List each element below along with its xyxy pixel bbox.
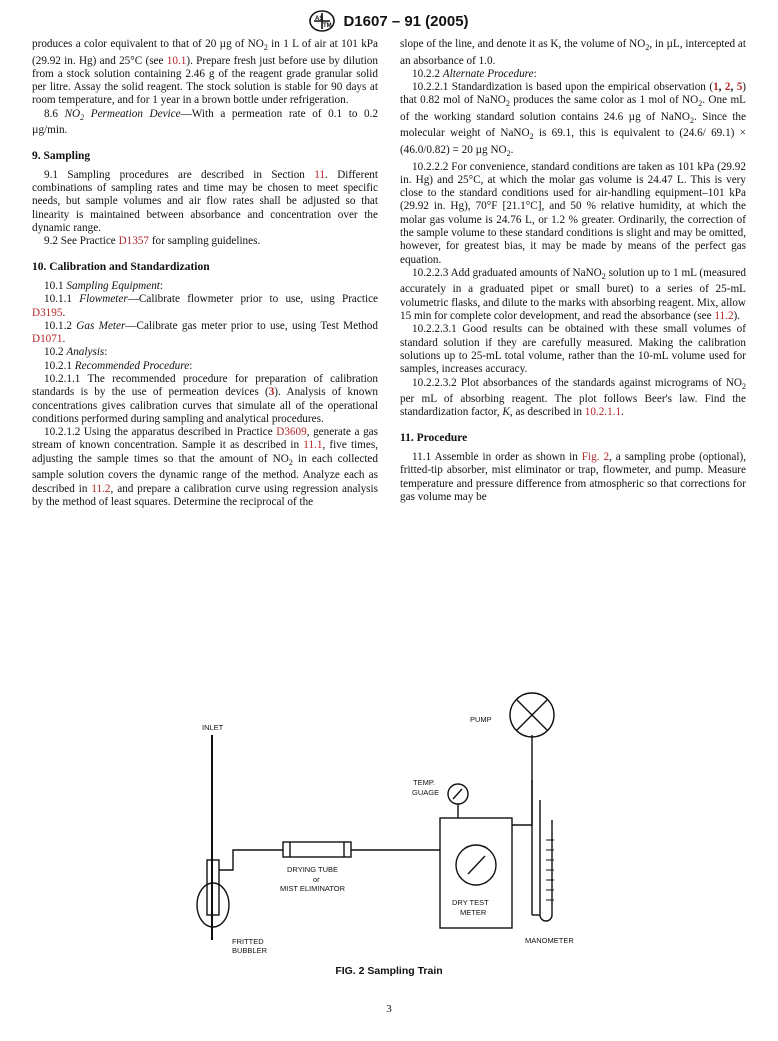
- paragraph: 10.2.1 Recommended Procedure:: [44, 359, 193, 372]
- section-heading: 11. Procedure: [400, 431, 468, 444]
- paragraph: 10.1.1 Flowmeter—Calibrate flowmeter prior to use, using Practice D3195.: [32, 293, 379, 319]
- sampling-train-figure: [180, 690, 600, 980]
- link[interactable]: D1357: [118, 235, 150, 248]
- page-number: 3: [386, 1003, 392, 1015]
- label-dry-test: DRY TEST: [452, 898, 489, 907]
- link[interactable]: 10.2.1.1: [584, 406, 622, 419]
- reference-link[interactable]: 1: [713, 81, 719, 94]
- paragraph: 10.1 Sampling Equipment:: [44, 279, 164, 292]
- left-column: [32, 38, 378, 509]
- svg-text:TM: TM: [323, 23, 333, 29]
- paragraph: 10.2.2.1 Standardization is based upon the empirical observation (1, 2, 5) that 0.82 mol of NaNO$_2$ produces the same color as 1 mol of $NO_2$. One mL of the working standard solution contains 24.6 µg of NaNO$_2$. Since the molecular weight of NaNO$_2$ is 69.1, this is equivalent to (24.6/ 69.1) × (46.0/0.82) = 20 µg $NO_2$.: [400, 81, 747, 159]
- label-temp: TEMP.: [413, 778, 435, 787]
- paragraph: slope of the line, and denote it as K, the volume of $NO_2$, in µL, intercepted at an absorbance of 1.0.: [400, 38, 747, 67]
- astm-logo-icon: [309, 10, 335, 32]
- paragraph: 8.6 $NO_2$ Permeation Device—With a permeation rate of 0.1 to 0.2 µg/min.: [32, 107, 379, 137]
- link[interactable]: D3195: [32, 306, 63, 319]
- reference-link[interactable]: 2: [724, 81, 731, 94]
- reference-link[interactable]: 3: [268, 386, 275, 399]
- link[interactable]: 11.2: [91, 482, 111, 495]
- paragraph: 10.2.2.3 Add graduated amounts of NaNO$_2$ solution up to 1 mL (measured accurately in a graduated pipet or small buret) to a series of 25-mL volumetric flasks, and dilute to the marks with absorbing reagent. Mix, allow 15 min for complete color development, and read the absorbance (see 11.2).: [400, 266, 746, 323]
- paragraph: 10.2.2.3.1 Good results can be obtained with these small volumes of standard solution if they are carefully measured. Making the calibration solutions up to 25-mL total volume, rather than the 10-mL volume used for samples, increases accuracy.: [400, 323, 746, 376]
- link[interactable]: 11.2: [714, 310, 734, 323]
- label-drying-tube: DRYING TUBE: [287, 865, 338, 874]
- paragraph: 9.2 See Practice D1357 for sampling guidelines.: [44, 235, 261, 248]
- paragraph: 10.2.1.2 Using the apparatus described in Practice D3609, generate a gas stream of known concentration. Sample it as described in 11.1, five times, adjusting the sample times so that the amount of $NO_2$ in each collected sample solution covers the dynamic range of the method. Analyze each as described in 11.2, and prepare a calibration curve using regression analysis by the method of least squares. Determine the reciprocal of the: [32, 426, 379, 508]
- paragraph: 9.1 Sampling procedures are described in Section 11. Different combinations of sampling rates and time may be chosen to meet specific needs, but sample volumes and air flow rates shall be adjusted so that linearity is maintained between absorbance and concentration over the dynamic range.: [32, 168, 378, 235]
- label-bubbler: BUBBLER: [232, 946, 268, 955]
- paragraph: 10.2.2.2 For convenience, standard conditions are taken as 101 kPa (29.92 in. Hg) and 25°C, at which the molar gas volume is 24.47 L. This is very close to the standard conditions used for air-handling equipment–101 kPa (29.92 in. Hg), 70°F [21.1°C], and 50 % relative humidity, at which the molar gas volume is 24.76 L, or 1.2 % greater. Ordinarily, the correction of the sample volume to these standard conditions is slight and may be omitted, however, for greatest bias, it may be made by means of the perfect gas equation.: [400, 160, 746, 266]
- link[interactable]: Fig. 2: [581, 450, 610, 463]
- link[interactable]: 10.1: [166, 54, 187, 67]
- reference-link[interactable]: 5: [736, 81, 743, 94]
- label-or: or: [313, 875, 320, 884]
- link[interactable]: D1071: [32, 333, 63, 346]
- section-heading: 10. Calibration and Standardization: [32, 260, 210, 273]
- label-pump: PUMP: [470, 715, 492, 724]
- paragraph: 10.1.2 Gas Meter—Calibrate gas meter prior to use, using Test Method D1071.: [32, 319, 378, 346]
- label-meter: METER: [460, 908, 487, 917]
- document-designation: D1607 – 91 (2005): [343, 12, 469, 30]
- link[interactable]: 11.1: [303, 439, 323, 452]
- figure-caption: FIG. 2 Sampling Train: [335, 965, 443, 977]
- label-mist-eliminator: MIST ELIMINATOR: [280, 884, 346, 893]
- svg-text:AS: AS: [315, 16, 324, 22]
- label-inlet: INLET: [202, 723, 224, 732]
- right-column: [400, 38, 746, 504]
- paragraph: 11.1 Assemble in order as shown in Fig. 2, a sampling probe (optional), fritted-tip absorber, mist eliminator or trap, flowmeter, and pump. Measure temperature and pressure difference from atmospheric so that corrections for gas volume may be: [400, 450, 746, 503]
- label-fritted: FRITTED: [232, 937, 264, 946]
- paragraph: 10.2 Analysis:: [44, 346, 108, 359]
- link[interactable]: 11: [314, 168, 326, 181]
- paragraph: produces a color equivalent to that of 20 µg of $NO_2$ in 1 L of air at 101 kPa (29.92 in. Hg) and 25°C (see 10.1). Prepare fresh just before use by dilution from a stock solution containing 2.46 g of the reagent grade granular solid per litre. Assay the solid reagent. The stock solution is stable for 90 days at room temperature, and for 1 year in a brown bottle under refrigeration.: [32, 38, 378, 107]
- label-gauge: GUAGE: [412, 788, 440, 797]
- section-heading: 9. Sampling: [32, 149, 91, 162]
- link[interactable]: D3609: [276, 426, 307, 439]
- drying-tube: [283, 842, 351, 857]
- paragraph: 10.2.1.1 The recommended procedure for preparation of calibration standards is by the use of permeation devices (3). Analysis of known concentrations gives calibration curves that simulate all of the operational conditions performed during sampling and analytical procedures.: [32, 373, 378, 425]
- page-header: [0, 10, 778, 32]
- paragraph: 10.2.2.3.2 Plot absorbances of the standards against micrograms of $NO_2$ per mL of absorbing reagent. The plot follows Beer's law. Find the standardization factor, K, as described in 10.2.1.1.: [400, 376, 746, 419]
- paragraph: 10.2.2 Alternate Procedure:: [412, 67, 537, 80]
- label-manometer: MANOMETER: [525, 936, 574, 945]
